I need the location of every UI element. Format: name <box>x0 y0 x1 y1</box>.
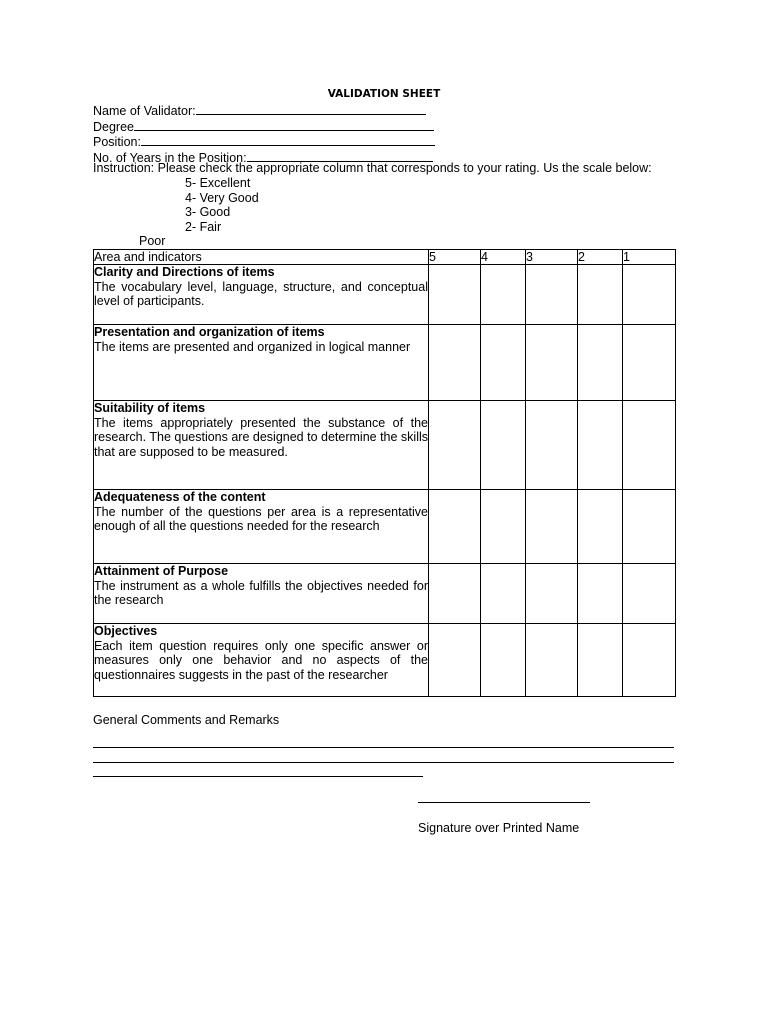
area-description: The items appropriately presented the substance of the research. The questions are designed to determine the skills that are supposed to be measured. <box>94 415 428 459</box>
area-cell <box>94 564 429 624</box>
validator-name-blank[interactable] <box>196 103 426 115</box>
area-title: Objectives <box>94 624 158 638</box>
rating-cell-1[interactable] <box>623 624 676 697</box>
rating-cell-4[interactable] <box>481 564 526 624</box>
rating-cell-3[interactable] <box>526 564 578 624</box>
rating-cell-1[interactable] <box>623 325 676 401</box>
rating-cell-2[interactable] <box>578 265 623 325</box>
scale-item: 4- Very Good <box>185 190 259 205</box>
signature-line[interactable] <box>418 802 590 803</box>
rating-cell-3[interactable] <box>526 490 578 564</box>
area-description: The items are presented and organized in logical manner <box>94 339 411 354</box>
rating-cell-5[interactable] <box>429 325 481 401</box>
table-row <box>94 325 676 401</box>
area-description: Each item question requires only one specific answer or measures only one behavior and no aspects of the questionnaires suggests in the past of the researcher <box>94 638 428 682</box>
area-description: The instrument as a whole fulfills the objectives needed for the research <box>94 578 428 608</box>
rating-cell-2[interactable] <box>578 325 623 401</box>
signature-label: Signature over Printed Name <box>418 821 580 835</box>
rating-cell-2[interactable] <box>578 564 623 624</box>
comment-line[interactable] <box>93 762 674 763</box>
area-cell <box>94 624 429 697</box>
rating-cell-4[interactable] <box>481 325 526 401</box>
area-title: Suitability of items <box>94 401 206 415</box>
area-header: Area and indicators <box>94 250 429 265</box>
rating-cell-1[interactable] <box>623 265 676 325</box>
validator-name-field <box>93 103 435 119</box>
comments-label: General Comments and Remarks <box>93 713 280 727</box>
scale-item-poor: Poor <box>139 234 166 248</box>
position-field <box>93 134 435 150</box>
document-title: VALIDATION SHEET <box>327 88 441 100</box>
column-header-5: 5 <box>429 250 481 265</box>
area-title: Adequateness of the content <box>94 490 266 504</box>
rating-cell-5[interactable] <box>429 490 481 564</box>
validator-fields <box>93 103 435 165</box>
table-header-row <box>94 250 676 265</box>
rating-cell-5[interactable] <box>429 401 481 490</box>
area-cell <box>94 265 429 325</box>
rating-cell-5[interactable] <box>429 265 481 325</box>
column-header-1: 1 <box>623 250 676 265</box>
degree-label: Degree <box>93 119 134 134</box>
rating-table <box>93 249 676 697</box>
scale-item: 2- Fair <box>185 219 222 234</box>
rating-cell-3[interactable] <box>526 401 578 490</box>
rating-cell-1[interactable] <box>623 490 676 564</box>
column-header-2: 2 <box>578 250 623 265</box>
area-cell <box>94 325 429 401</box>
rating-cell-2[interactable] <box>578 624 623 697</box>
rating-cell-3[interactable] <box>526 265 578 325</box>
years-label: No. of Years in the Position: <box>93 150 247 165</box>
rating-cell-4[interactable] <box>481 490 526 564</box>
rating-cell-5[interactable] <box>429 564 481 624</box>
rating-cell-3[interactable] <box>526 624 578 697</box>
area-title: Attainment of Purpose <box>94 564 229 578</box>
area-cell <box>94 401 429 490</box>
table-row <box>94 624 676 697</box>
rating-cell-4[interactable] <box>481 401 526 490</box>
position-label: Position: <box>93 135 141 150</box>
table-row <box>94 490 676 564</box>
area-cell <box>94 490 429 564</box>
area-title: Presentation and organization of items <box>94 325 325 339</box>
column-header-3: 3 <box>526 250 578 265</box>
scale-item: 3- Good <box>185 205 231 220</box>
rating-cell-1[interactable] <box>623 564 676 624</box>
degree-field <box>93 119 435 135</box>
rating-cell-2[interactable] <box>578 401 623 490</box>
rating-cell-2[interactable] <box>578 490 623 564</box>
rating-cell-4[interactable] <box>481 265 526 325</box>
area-title: Clarity and Directions of items <box>94 265 275 279</box>
years-blank[interactable] <box>247 150 433 162</box>
table-row <box>94 265 676 325</box>
rating-cell-1[interactable] <box>623 401 676 490</box>
degree-blank[interactable] <box>134 119 434 131</box>
instruction-text: Instruction: Please check the appropriate column that corresponds to your rating. Us the scale below: <box>93 161 652 175</box>
column-header-4: 4 <box>481 250 526 265</box>
comment-line[interactable] <box>93 776 423 777</box>
validator-name-label: Name of Validator: <box>93 104 196 118</box>
position-blank[interactable] <box>141 134 435 146</box>
area-description: The vocabulary level, language, structure, and conceptual level of participants. <box>94 279 428 309</box>
area-description: The number of the questions per area is a representative enough of all the questions needed for the research <box>94 504 428 534</box>
rating-cell-4[interactable] <box>481 624 526 697</box>
rating-scale <box>185 176 259 234</box>
table-row <box>94 564 676 624</box>
rating-cell-5[interactable] <box>429 624 481 697</box>
table-row <box>94 401 676 490</box>
scale-item: 5- Excellent <box>185 176 251 190</box>
rating-cell-3[interactable] <box>526 325 578 401</box>
comment-line[interactable] <box>93 747 674 748</box>
